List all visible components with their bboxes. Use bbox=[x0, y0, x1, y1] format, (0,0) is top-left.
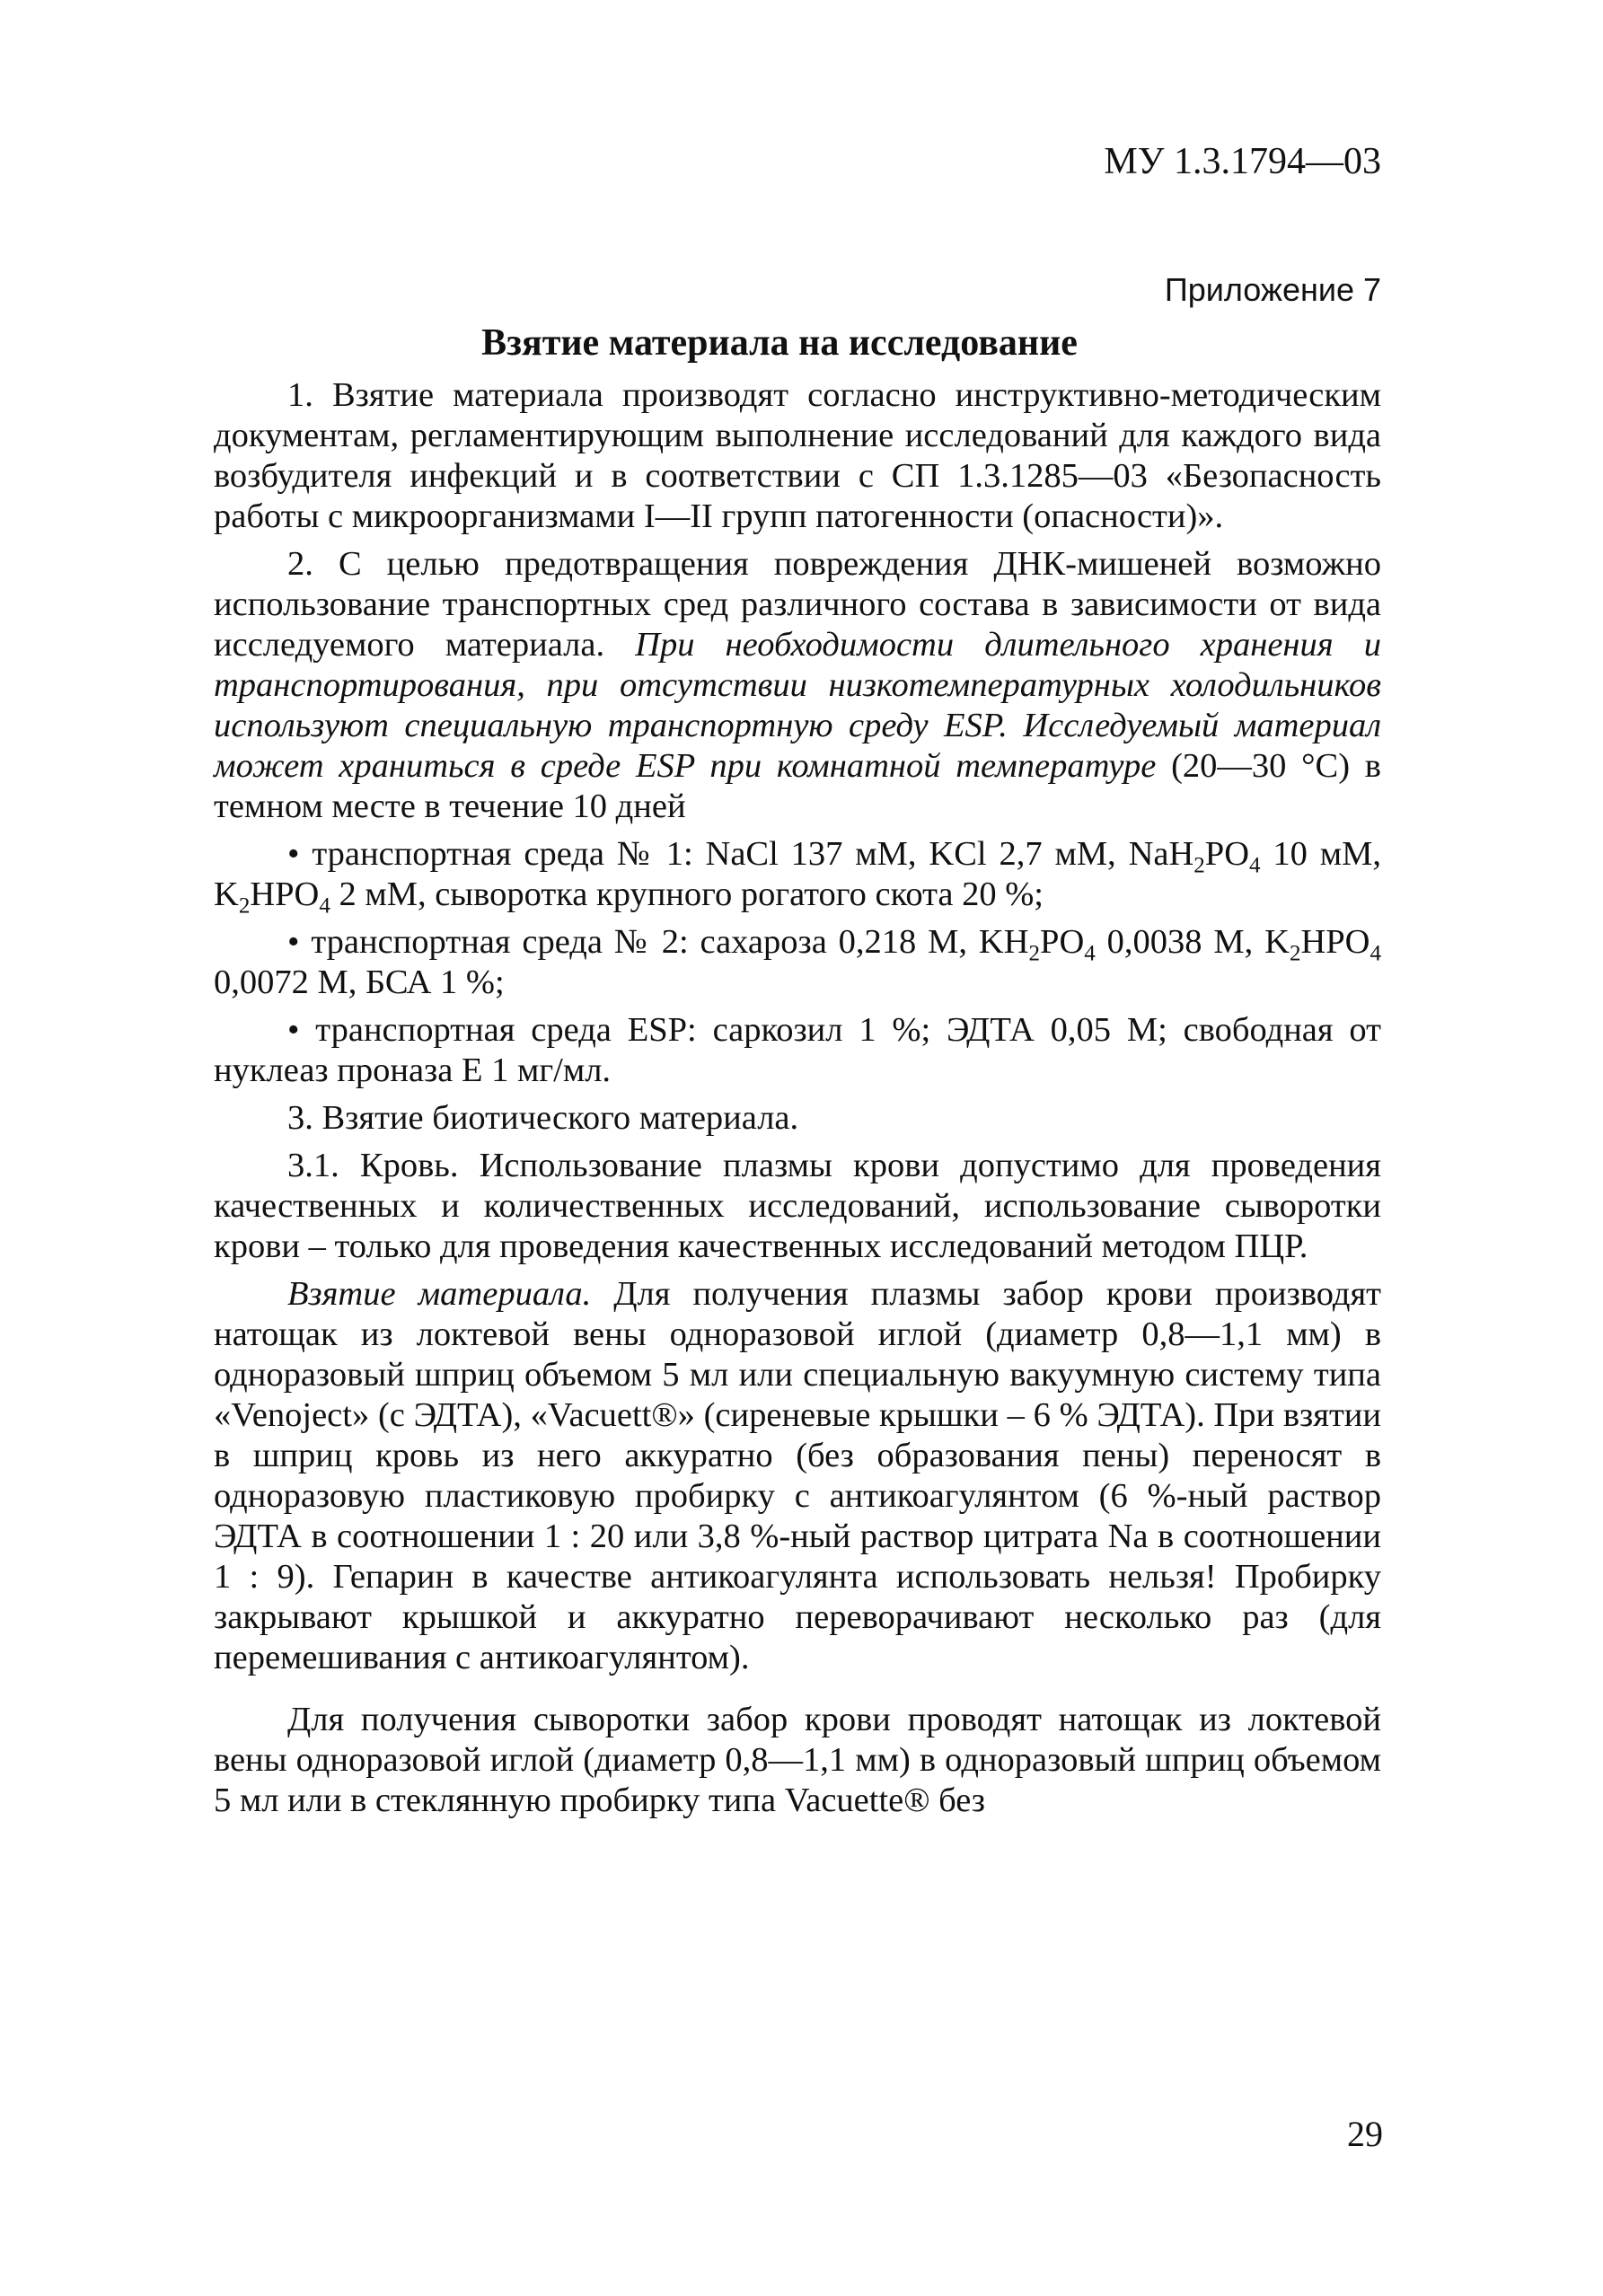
sampling-text: Для получения плазмы забор крови производят натощак из локтевой вены одноразовой иглой (диаметр 0,8—1,1 мм) в одноразовый шприц объемом 5 мл или специальную вакуумную систему типа «Venoject» (с ЭДТА), «Vacuett®» (сиреневые крышки – 6 % ЭДТА). При взятии в шприц кровь из него аккуратно (без образования пены) переносят в одноразовую пластиковую пробирку с антикоагулянтом (6 %-ный раствор ЭДТА в соотношении 1 : 20 или 3,8 %-ный раствор цитрата Na в соотношении 1 : 9). Гепарин в качестве антикоагулянта использовать нельзя! Пробирку закрывают крышкой и аккуратно переворачивают несколько раз (для перемешивания с антикоагулянтом). bbox=[214, 1275, 1381, 1676]
subscript-4: 4 bbox=[1084, 941, 1096, 966]
subscript-4: 4 bbox=[319, 893, 330, 919]
paragraph-serum: Для получения сыворотки забор крови проводят натощак из локтевой вены одноразовой иглой (диаметр 0,8—1,1 мм) в одноразовый шприц объемом 5 мл или в стеклянную пробирку типа Vacuette® без bbox=[214, 1701, 1381, 1819]
subscript-2: 2 bbox=[238, 893, 251, 919]
sampling-heading: Взятие материала. bbox=[287, 1275, 592, 1313]
medium-2-text-d: HPO bbox=[1300, 923, 1370, 961]
paragraph-3-1: 3.1. Кровь. Использование плазмы крови допустимо для проведения качественных и количественных исследований, использование сыворотки крови – только для проведения качественных исследований методом ПЦР. bbox=[214, 1147, 1381, 1265]
medium-2-text-c: 0,0038 М, K bbox=[1095, 923, 1290, 961]
document-page bbox=[214, 135, 1381, 1821]
paragraph-2 bbox=[214, 544, 1381, 827]
subscript-4: 4 bbox=[1370, 941, 1381, 966]
paragraph-2-end: (20—30 °С) в темном месте в течение 10 дней bbox=[214, 747, 1381, 825]
transport-medium-1 bbox=[214, 834, 1381, 919]
section-title: Взятие материала на исследование bbox=[481, 322, 1078, 364]
appendix-label: Приложение 7 bbox=[1164, 271, 1381, 308]
medium-1-text-e: 2 мМ, сыворотка крупного рогатого скота 20 %; bbox=[330, 875, 1044, 913]
paragraph-sampling bbox=[214, 1274, 1381, 1678]
subscript-2: 2 bbox=[1289, 941, 1301, 966]
subscript-4: 4 bbox=[1249, 853, 1261, 878]
medium-1-text-c: 10 мМ, K bbox=[214, 835, 1381, 913]
page-number: 29 bbox=[1347, 2114, 1383, 2154]
transport-medium-esp: • транспортная среда ESP: саркозил 1 %; ЭДТА 0,05 М; свободная от нуклеаз проназа Е 1 мг/мл. bbox=[214, 1011, 1381, 1089]
subscript-2: 2 bbox=[1193, 853, 1205, 878]
medium-1-text-b: PO bbox=[1204, 835, 1249, 873]
medium-2-text-e: 0,0072 М, БСА 1 %; bbox=[214, 963, 505, 1001]
paragraph-2-start: 2. С целью предотвращения повреждения ДНК-мишеней возможно использование транспортных сред различного состава в зависимости от вида исследуемого материала. bbox=[214, 545, 1381, 664]
medium-1-text-a: • транспортная среда № 1: NaCl 137 мМ, KCl 2,7 мМ, NaH bbox=[287, 835, 1194, 873]
medium-1-text-d: HPO bbox=[250, 875, 320, 913]
medium-2-text-a: • транспортная среда № 2: сахароза 0,218 М, KH bbox=[287, 923, 1029, 961]
paragraph-2-italic: При необходимости длительного хранения и транспортирования, при отсутствии низкотемпературных холодильников используют специальную транспортную среду ESP. Исследуемый материал может храниться в среде ESP при комнатной температуре bbox=[214, 626, 1381, 785]
document-code: МУ 1.3.1794—03 bbox=[1104, 141, 1381, 182]
transport-medium-2 bbox=[214, 922, 1381, 1003]
subscript-2: 2 bbox=[1028, 941, 1041, 966]
paragraph-1: 1. Взятие материала производят согласно инструктивно-методическим документам, регламентирующим выполнение исследований для каждого вида возбудителя инфекций и в соответствии с СП 1.3.1285—03 «Безопасность работы с микроорганизмами I—II групп патогенности (опасности)». bbox=[214, 376, 1381, 535]
paragraph-3: 3. Взятие биотического материала. bbox=[287, 1099, 799, 1137]
medium-2-text-b: PO bbox=[1040, 923, 1085, 961]
